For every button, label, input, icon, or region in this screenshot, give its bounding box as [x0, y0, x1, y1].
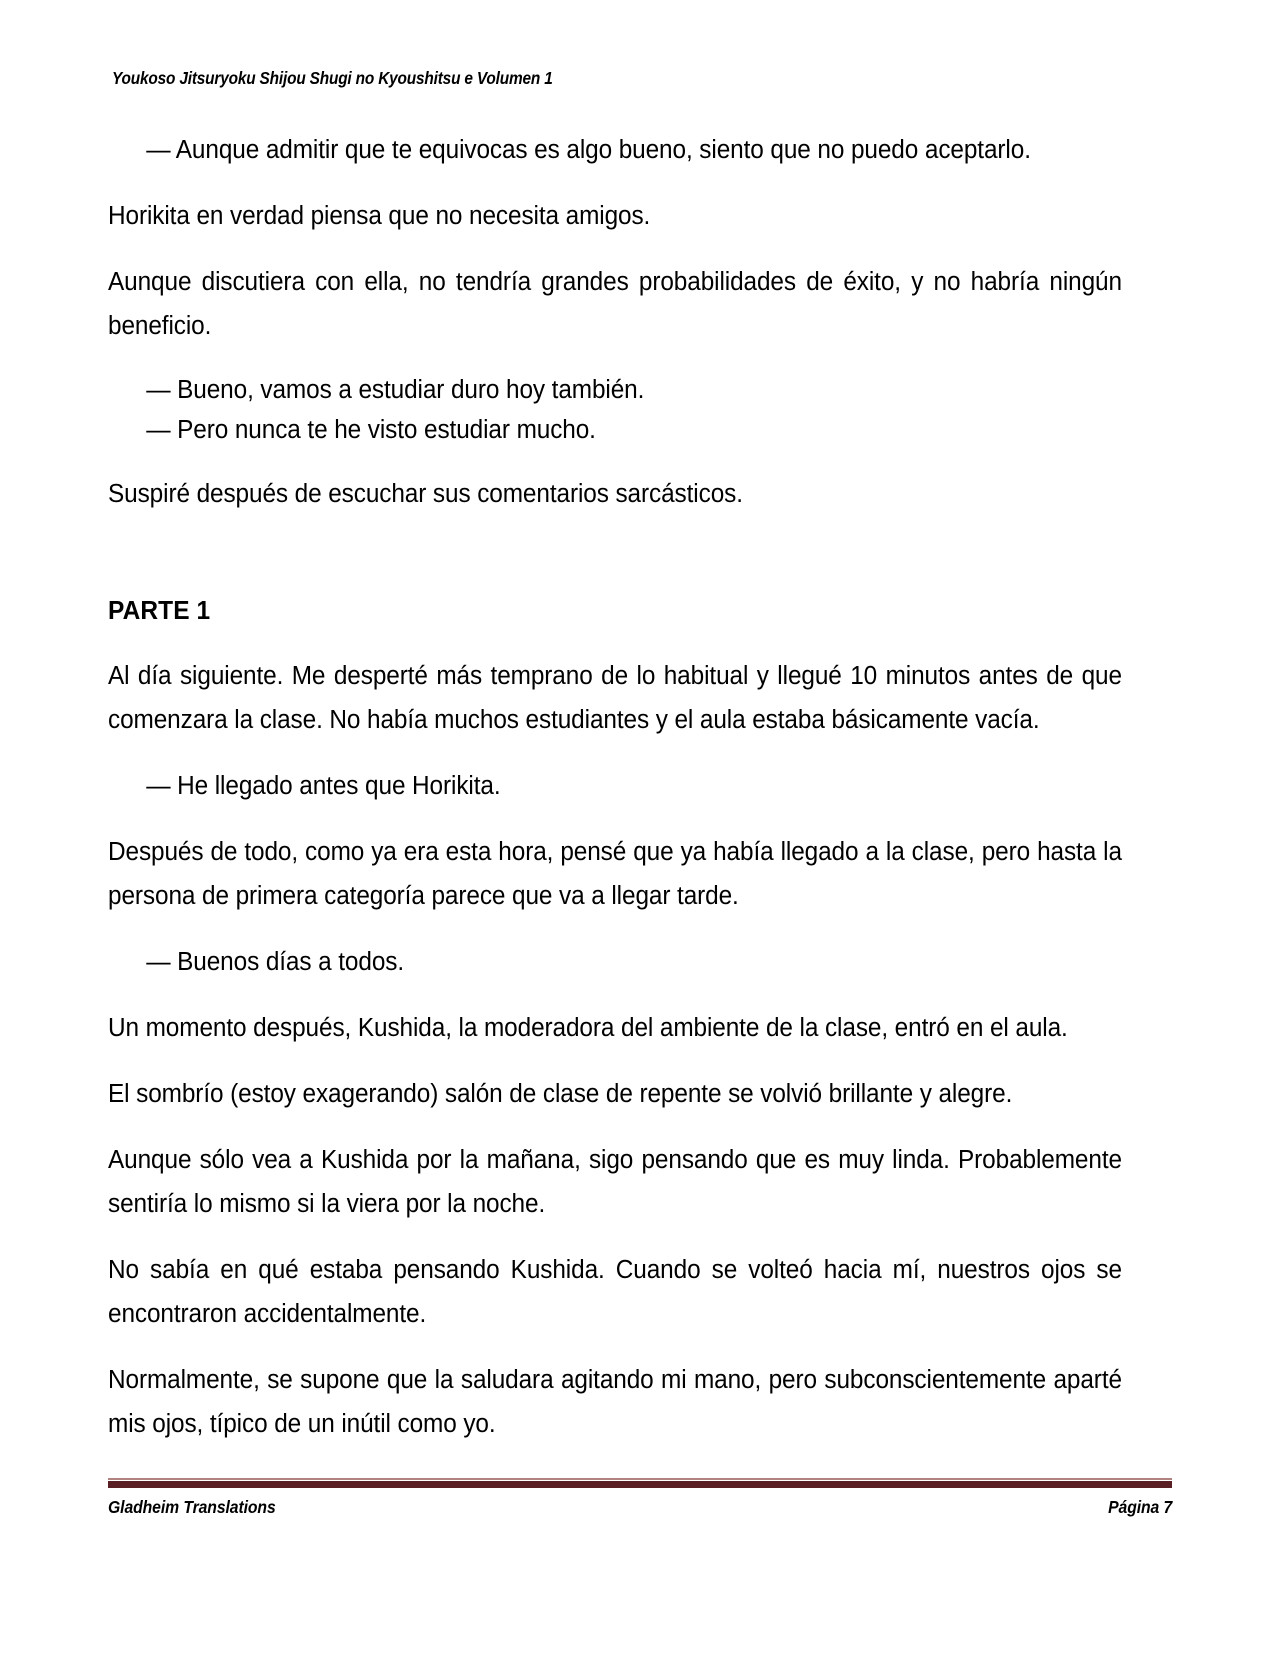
footer-rule-thin — [108, 1478, 1172, 1480]
section-spacer — [108, 538, 1124, 594]
paragraph: Al día siguiente. Me desperté más temprano de lo habitual y llegué 10 minutos antes de que comenzara la clase. No había muchos estudiantes y el aula estaba básicamente vacía. — [108, 662, 1122, 734]
footer-credit: Gladheim Translations — [108, 1497, 276, 1517]
dialogue-line: — He llegado antes que Horikita. — [146, 772, 501, 800]
footer-row — [108, 1497, 1172, 1518]
dialogue-line: — Bueno, vamos a estudiar duro hoy también. — [146, 376, 645, 404]
dialogue-line: — Aunque admitir que te equivocas es algo bueno, siento que no puedo aceptarlo. — [146, 136, 1031, 164]
section-heading: PARTE 1 — [108, 597, 211, 625]
page-content — [108, 128, 1124, 1446]
running-footer — [108, 1478, 1172, 1538]
dialogue-block — [108, 370, 1122, 450]
paragraph: Normalmente, se supone que la saludara agitando mi mano, pero subconscientemente aparté mis ojos, típico de un inútil como yo. — [108, 1366, 1122, 1438]
dialogue-block — [108, 128, 1122, 172]
paragraph: Aunque sólo vea a Kushida por la mañana, sigo pensando que es muy linda. Probablemente sentiría lo mismo si la viera por la noche. — [108, 1146, 1122, 1218]
dialogue-line: — Buenos días a todos. — [146, 948, 405, 976]
paragraph: Horikita en verdad piensa que no necesita amigos. — [108, 202, 651, 230]
paragraph: Después de todo, como ya era esta hora, pensé que ya había llegado a la clase, pero hasta la persona de primera categoría parece que va a llegar tarde. — [108, 838, 1122, 910]
dialogue-line: — Pero nunca te he visto estudiar mucho. — [146, 416, 596, 444]
running-header — [112, 68, 1168, 94]
paragraph: Suspiré después de escuchar sus comentarios sarcásticos. — [108, 480, 743, 508]
paragraph: No sabía en qué estaba pensando Kushida. Cuando se volteó hacia mí, nuestros ojos se encontraron accidentalmente. — [108, 1256, 1122, 1328]
dialogue-block — [108, 940, 1122, 984]
paragraph: El sombrío (estoy exagerando) salón de clase de repente se volvió brillante y alegre. — [108, 1080, 1013, 1108]
header-title: Youkoso Jitsuryoku Shijou Shugi no Kyoushitsu e Volumen 1 — [112, 68, 553, 88]
dialogue-block — [108, 764, 1122, 808]
paragraph: Aunque discutiera con ella, no tendría grandes probabilidades de éxito, y no habría ningún beneficio. — [108, 268, 1122, 340]
page-number: Página 7 — [1107, 1497, 1172, 1517]
paragraph: Un momento después, Kushida, la moderadora del ambiente de la clase, entró en el aula. — [108, 1014, 1068, 1042]
footer-rule-thick — [108, 1481, 1172, 1488]
